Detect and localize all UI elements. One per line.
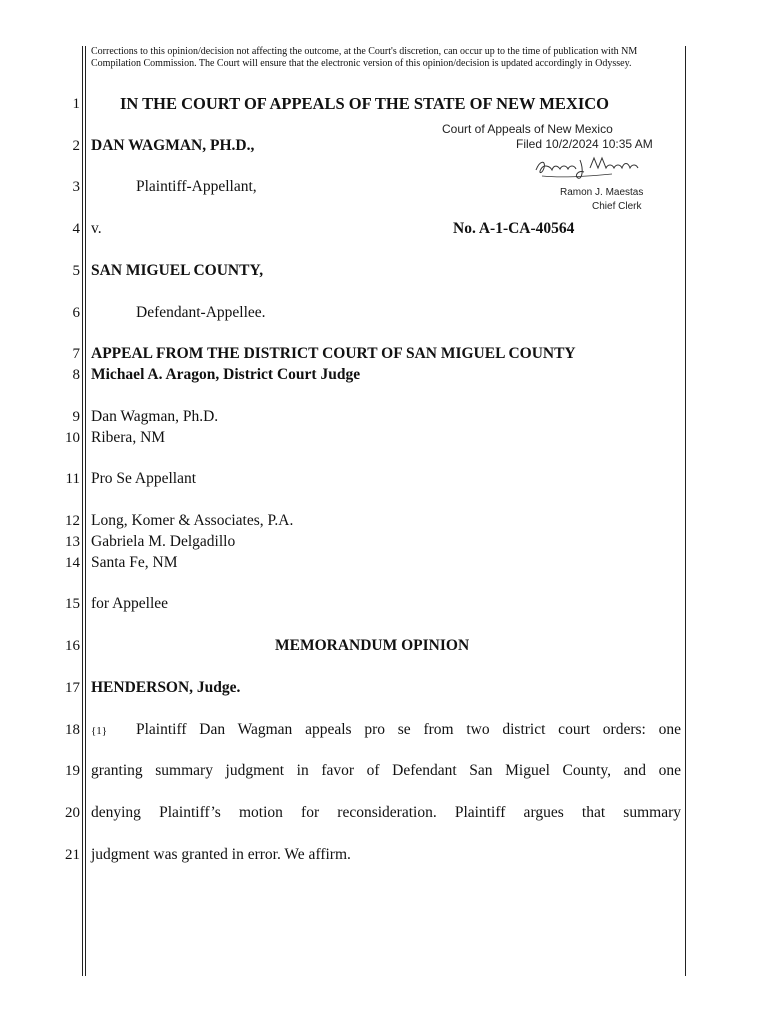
line-number: 15	[65, 596, 80, 612]
line-number: 12	[65, 513, 80, 529]
line-number: 7	[72, 346, 80, 362]
appellant-city: Ribera, NM	[91, 429, 166, 446]
line-number: 18	[65, 722, 80, 738]
left-margin-rule-outer	[82, 46, 83, 976]
appellee-firm: Long, Komer & Associates, P.A.	[91, 512, 294, 529]
appellant-name: Dan Wagman, Ph.D.	[91, 408, 219, 425]
court-heading: IN THE COURT OF APPEALS OF THE STATE OF NEW MEXICO	[120, 94, 610, 113]
line-number: 13	[65, 534, 80, 550]
appellant-role: Pro Se Appellant	[91, 470, 197, 487]
line-number: 21	[65, 847, 80, 863]
plaintiff-name: DAN WAGMAN, PH.D.,	[91, 137, 255, 154]
opinion-line-18: Plaintiff Dan Wagman appeals pro se from two district court orders: one	[136, 721, 681, 738]
left-margin-rule-inner	[85, 46, 86, 976]
line-number: 4	[72, 221, 80, 237]
line-number: 6	[72, 305, 80, 321]
opinion-heading: MEMORANDUM OPINION	[275, 637, 470, 654]
plaintiff-role: Plaintiff-Appellant,	[136, 178, 257, 195]
line-number: 20	[65, 805, 80, 821]
appeal-from: APPEAL FROM THE DISTRICT COURT OF SAN MIGUEL COUNTY	[91, 345, 576, 362]
district-judge: Michael A. Aragon, District Court Judge	[91, 366, 361, 383]
line-number: 16	[65, 638, 80, 654]
clerk-signature	[532, 152, 642, 182]
line-number: 1	[72, 96, 80, 112]
paragraph-marker: {1}	[91, 725, 108, 737]
opinion-line-21: judgment was granted in error. We affirm.	[91, 846, 351, 863]
stamp-court: Court of Appeals of New Mexico	[442, 122, 613, 136]
line-number: 2	[72, 138, 80, 154]
opinion-line-19: granting summary judgment in favor of Defendant San Miguel County, and one	[91, 762, 681, 779]
line-number: 19	[65, 763, 80, 779]
line-number: 5	[72, 263, 80, 279]
appellee-attorney: Gabriela M. Delgadillo	[91, 533, 236, 550]
defendant-name: SAN MIGUEL COUNTY,	[91, 262, 264, 279]
appellee-role: for Appellee	[91, 595, 169, 612]
appellee-firm-city: Santa Fe, NM	[91, 554, 178, 571]
line-number: 9	[72, 409, 80, 425]
line-number: 8	[72, 367, 80, 383]
line-number: 11	[65, 471, 80, 487]
opinion-author: HENDERSON, Judge.	[91, 679, 241, 696]
right-margin-rule	[685, 46, 686, 976]
line-number: 17	[65, 680, 80, 696]
stamp-filed: Filed 10/2/2024 10:35 AM	[516, 137, 653, 151]
stamp-clerk-name: Ramon J. Maestas	[560, 187, 644, 198]
versus: v.	[91, 220, 102, 237]
defendant-role: Defendant-Appellee.	[136, 304, 266, 321]
opinion-line-20: denying Plaintiff’s motion for reconsideration. Plaintiff argues that summary	[91, 804, 681, 821]
case-number: No. A-1-CA-40564	[453, 220, 575, 237]
line-number: 3	[72, 179, 80, 195]
line-number: 10	[65, 430, 80, 446]
line-number: 14	[65, 555, 80, 571]
stamp-clerk-title: Chief Clerk	[592, 201, 642, 212]
corrections-notice: Corrections to this opinion/decision not affecting the outcome, at the Court's discretion, can occur up to the time of publication with NM Compilation Commission. The Court will ensure that the electronic version of this opinion/decision is updated accordingly in Odyssey.	[91, 46, 638, 69]
